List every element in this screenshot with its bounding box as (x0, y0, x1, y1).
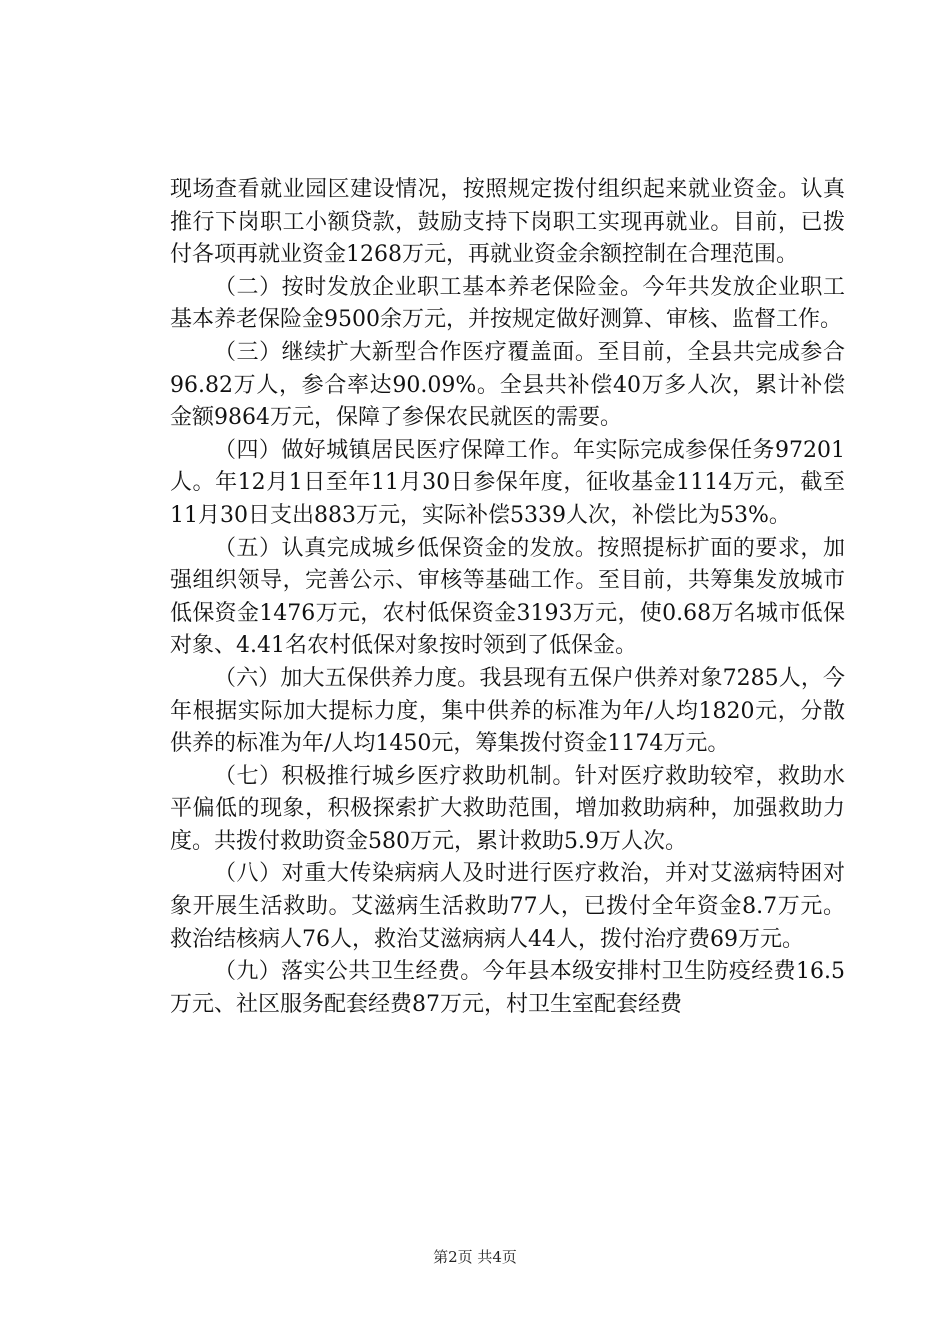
paragraph-minimum-living: （五）认真完成城乡低保资金的发放。按照提标扩面的要求，加强组织领导，完善公示、审核等基础工作。至目前，共筹集发放城市低保资金1476万元，农村低保资金3193万元，使0.68万名城市低保对象、4.41名农村低保对象按时领到了低保金。 (170, 535, 845, 659)
paragraph-pension: （二）按时发放企业职工基本养老保险金。今年共发放企业职工基本养老保险金9500余万元，并按规定做好测算、审核、监督工作。 (170, 274, 845, 333)
paragraph-five-guarantee: （六）加大五保供养力度。我县现有五保户供养对象7285人，今年根据实际加大提标力度，集中供养的标准为年/人均1820元，分散供养的标准为年/人均1450元，筹集拨付资金1174万元。 (170, 665, 845, 757)
paragraph-urban-medical: （四）做好城镇居民医疗保障工作。年实际完成参保任务97201人。年12月1日至年11月30日参保年度，征收基金1114万元，截至11月30日支出883万元，实际补偿5339人次，补偿比为53%。 (170, 437, 845, 528)
page-footer: 第2页 共4页 (433, 1248, 517, 1266)
paragraph-medical-aid: （七）积极推行城乡医疗救助机制。针对医疗救助较窄，救助水平偏低的现象，积极探索扩大救助范围，增加救助病种，加强救助力度。共拨付救助资金580万元，累计救助5.9万人次。 (170, 763, 845, 854)
paragraph-infectious-disease: （八）对重大传染病病人及时进行医疗救治，并对艾滋病特困对象开展生活救助。艾滋病生活救助77人，已拨付全年资金8.7万元。救治结核病人76人，救治艾滋病病人44人，拨付治疗费69万元。 (170, 861, 845, 952)
paragraph-public-health: （九）落实公共卫生经费。今年县本级安排村卫生防疫经费16.5万元、社区服务配套经费87万元，村卫生室配套经费 (170, 959, 845, 1017)
paragraph-continuation: 现场查看就业园区建设情况，按照规定拨付组织起来就业资金。认真推行下岗职工小额贷款，鼓励支持下岗职工实现再就业。目前，已拨付各项再就业资金1268万元，再就业资金余额控制在合理范围。 (170, 177, 845, 268)
paragraph-rural-medical: （三）继续扩大新型合作医疗覆盖面。至目前，全县共完成参合96.82万人，参合率达90.09%。全县共补偿40万多人次，累计补偿金额9864万元，保障了参保农民就医的需要。 (170, 339, 845, 431)
document-body (170, 174, 845, 1021)
